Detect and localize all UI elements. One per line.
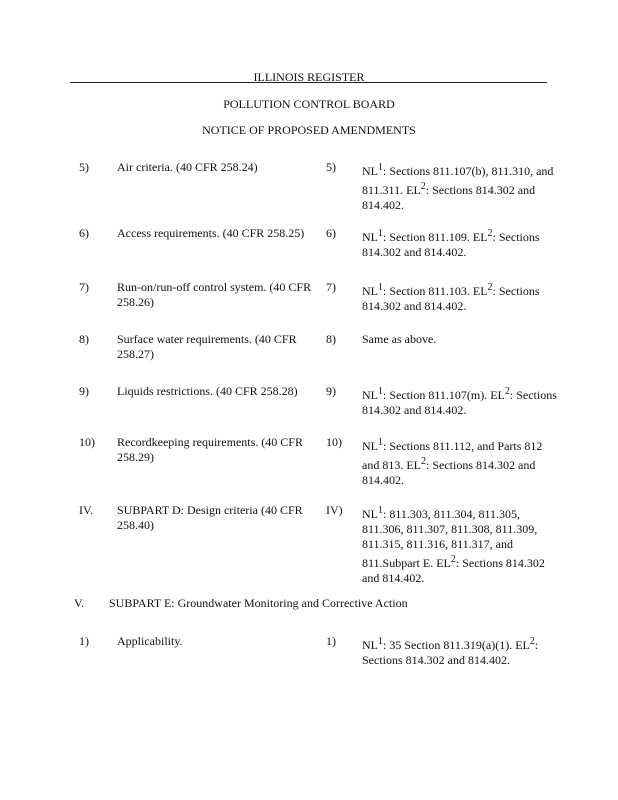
section-v-title: SUBPART E: Groundwater Monitoring and Corrective Action [109,596,408,610]
right-item-number: 7) [326,280,336,294]
left-item-number: 10) [79,435,95,449]
left-item-number: 8) [79,332,89,346]
right-item-number: IV) [326,503,343,517]
right-item-number: 9) [326,384,336,398]
register-title: ILLINOIS REGISTER [253,70,365,84]
board-title: POLLUTION CONTROL BOARD [223,97,395,111]
illinois-provision: Same as above. [362,332,437,346]
illinois-provision: $NL^1$: 35 Section 811.319(a)(1). $EL^2$: Sections 814.302 and 814.402. [362,636,539,667]
federal-requirement: SUBPART D: Design criteria (40 CFR 258.40) [117,503,303,532]
illinois-provision: $NL^1$: Section 811.107(m). $EL^2$: Sections 814.302 and 814.402. [362,386,557,417]
left-item-number: IV. [79,503,94,517]
illinois-provision: $NL^1$: Sections 811.107(b), 811.310, and 811.311. $EL^2$: Sections 814.302 and 814.402. [362,162,554,212]
federal-requirement: Recordkeeping requirements. (40 CFR 258.29) [117,435,303,464]
left-item-number: 6) [79,226,89,240]
right-item-number: 6) [326,226,336,240]
federal-requirement: Air criteria. (40 CFR 258.24) [117,160,258,174]
illinois-provision: $NL^1$: Section 811.103. $EL^2$: Sections 814.302 and 814.402. [362,282,540,313]
header-rule [70,82,547,83]
right-item-number: 1) [326,634,336,648]
federal-requirement: Access requirements. (40 CFR 258.25) [117,226,305,240]
left-item-number: 9) [79,384,89,398]
right-item-number: 8) [326,332,336,346]
right-item-number: 5) [326,160,336,174]
illinois-provision: $NL^1$: 811.303, 811.304, 811.305, 811.306, 811.307, 811.308, 811.309, 811.315, 811.316, 811.317, and 811.Subpart E. $EL^2$: Sections 814.302 and 814.402. [362,505,545,585]
right-item-number: 10) [326,435,342,449]
federal-requirement: Applicability. [117,634,183,648]
left-item-number: 1) [79,634,89,648]
federal-requirement: Run-on/run-off control system. (40 CFR 258.26) [117,280,312,309]
illinois-provision: $NL^1$: Sections 811.112, and Parts 812 and 813. $EL^2$: Sections 814.302 and 814.402. [362,437,543,487]
left-item-number: 5) [79,160,89,174]
illinois-provision: $NL^1$: Section 811.109. $EL^2$: Sections 814.302 and 814.402. [362,228,540,259]
left-item-number: 7) [79,280,89,294]
federal-requirement: Liquids restrictions. (40 CFR 258.28) [117,384,298,398]
section-v-number: V. [74,596,85,610]
notice-title: NOTICE OF PROPOSED AMENDMENTS [202,123,416,137]
federal-requirement: Surface water requirements. (40 CFR 258.27) [117,332,297,361]
